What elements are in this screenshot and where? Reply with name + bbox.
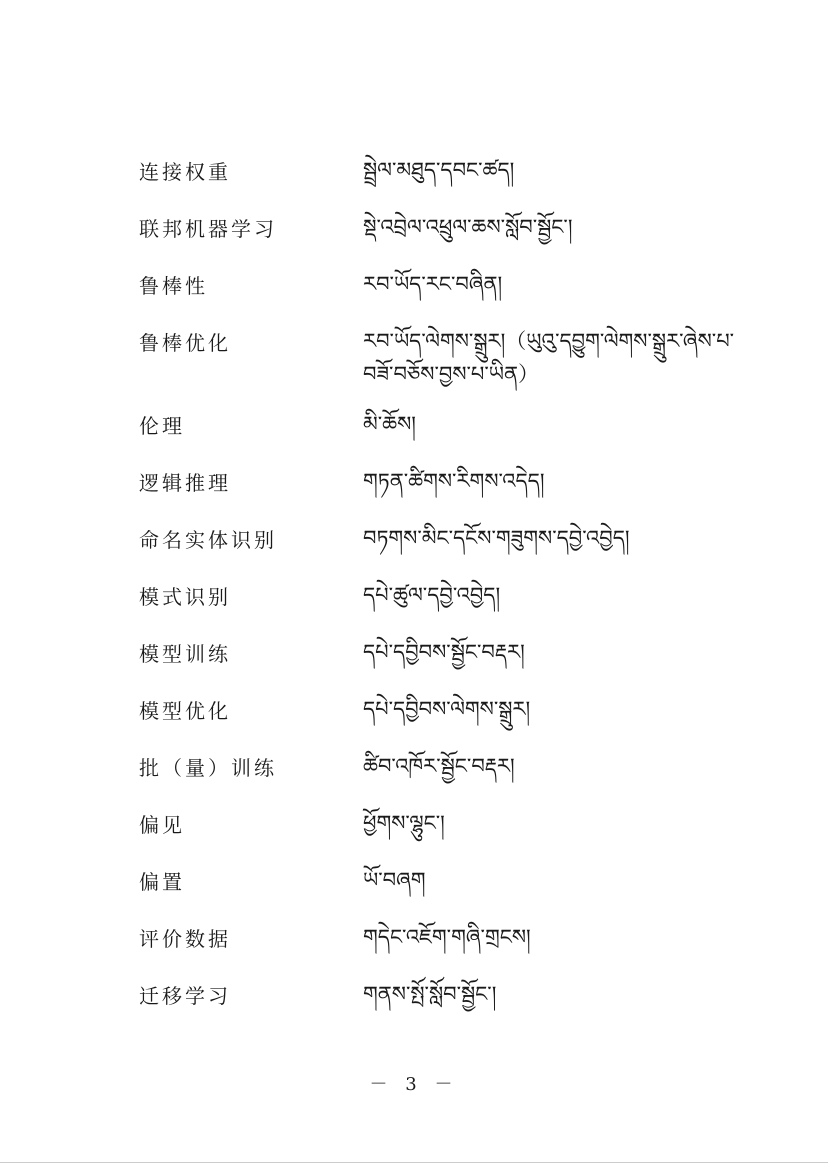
- chinese-term: 鲁棒性: [139, 274, 208, 298]
- glossary-entry: [139, 974, 739, 1018]
- glossary-entry: [139, 746, 739, 790]
- chinese-term: 鲁棒优化: [139, 331, 231, 355]
- tibetan-term: མི་ཆོས།: [363, 412, 416, 436]
- glossary-entry: [139, 150, 739, 194]
- chinese-term: 逻辑推理: [139, 471, 231, 495]
- chinese-term: 偏置: [139, 870, 185, 894]
- glossary-entry: [139, 321, 739, 391]
- chinese-term: 迁移学习: [139, 984, 231, 1008]
- chinese-term: 模式识别: [139, 585, 231, 609]
- tibetan-term: གནས་སྤོ་སློབ་སྦྱོང་།: [363, 982, 497, 1006]
- glossary-entry: [139, 264, 739, 308]
- tibetan-term: བཏགས་མིང་དངོས་གཟུགས་དབྱེ་འབྱེད།: [363, 526, 630, 550]
- tibetan-term: གདེང་འཇོག་གཞི་གྲངས།: [363, 925, 531, 949]
- tibetan-term: ཡོ་བཞག: [363, 868, 426, 892]
- tibetan-term: དཔེ་དབྱིབས་སྦྱོང་བརྡར།: [363, 640, 525, 664]
- chinese-term: 命名实体识别: [139, 528, 277, 552]
- tibetan-term: རབ་ཡོད་རང་བཞིན།: [363, 272, 503, 296]
- glossary-list: [139, 150, 739, 1018]
- glossary-entry: [139, 518, 739, 562]
- glossary-entry: [139, 803, 739, 847]
- glossary-entry: [139, 461, 739, 505]
- tibetan-term: ཚིབ་འཁོར་སྦྱོང་བརྡར།: [363, 754, 515, 778]
- glossary-entry: [139, 860, 739, 904]
- glossary-entry: [139, 632, 739, 676]
- tibetan-term: ཕྱོགས་ལྷུང་།: [363, 811, 445, 835]
- chinese-term: 伦理: [139, 414, 185, 438]
- chinese-term: 联邦机器学习: [139, 217, 277, 241]
- chinese-term: 连接权重: [139, 160, 231, 184]
- page-edge-divider: [0, 1162, 828, 1163]
- chinese-term: 批（量）训练: [139, 756, 277, 780]
- glossary-entry: [139, 207, 739, 251]
- tibetan-term: སྡེ་འབྲེལ་འཕྲུལ་ཆས་སློབ་སྦྱོང་།: [363, 215, 573, 239]
- tibetan-term: གཏན་ཚིགས་རིགས་འདེད།: [363, 469, 545, 493]
- glossary-entry: [139, 575, 739, 619]
- chinese-term: 模型优化: [139, 699, 231, 723]
- glossary-entry: [139, 404, 739, 448]
- glossary-entry: [139, 689, 739, 733]
- tibetan-term: དཔེ་ཚུལ་དབྱེ་འབྱེད།: [363, 583, 501, 607]
- glossary-entry: [139, 917, 739, 961]
- page-number: － 3 －: [369, 1074, 459, 1095]
- chinese-term: 偏见: [139, 813, 185, 837]
- chinese-term: 模型训练: [139, 642, 231, 666]
- chinese-term: 评价数据: [139, 927, 231, 951]
- tibetan-term: རབ་ཡོད་ལེགས་སྒྲུར།（ཡུའུ་དབྱུག་ལེགས་སྒྲུར་ཞེས་པ་བཟོ་བཅོས་བྱས་པ་ཡིན）: [363, 329, 735, 386]
- tibetan-term: དཔེ་དབྱིབས་ལེགས་སྒྲུར།: [363, 697, 531, 721]
- tibetan-term: སྦྲེལ་མཐུད་དབང་ཚད།: [363, 158, 515, 182]
